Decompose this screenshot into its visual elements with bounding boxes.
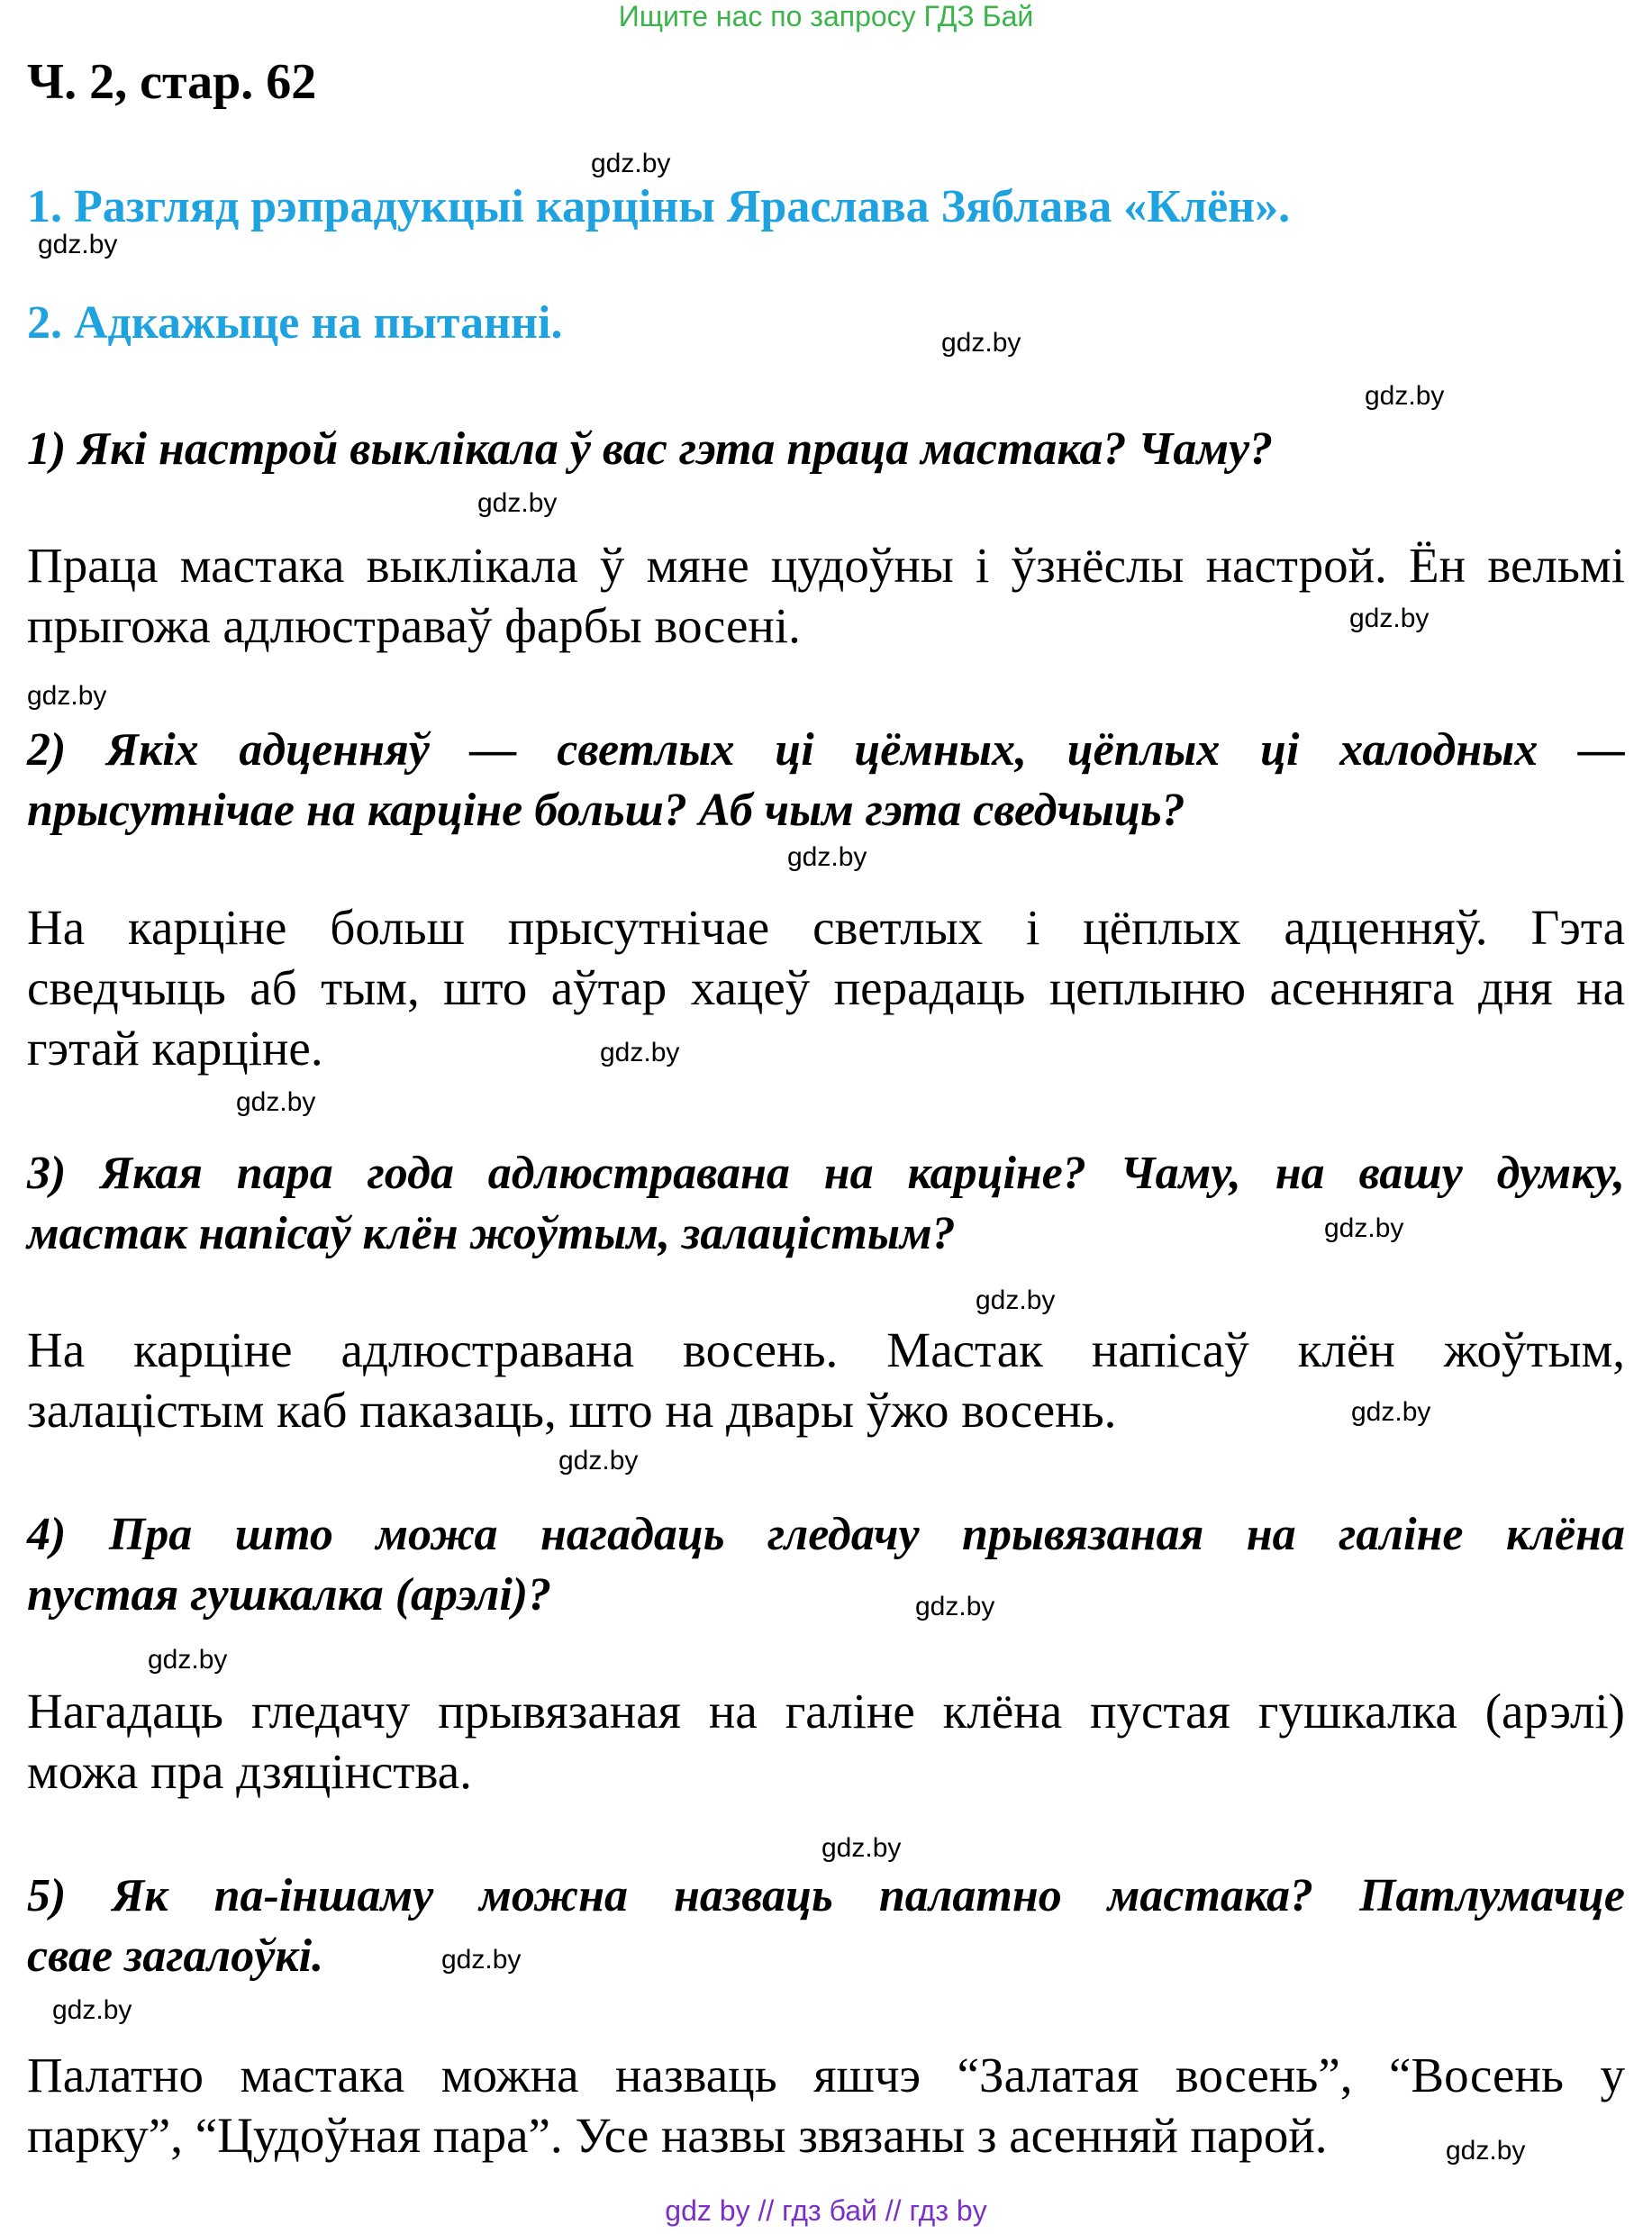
question-1 [27, 419, 1625, 479]
watermark: gdz.by [477, 488, 558, 518]
question-5 [27, 1866, 1625, 1986]
question-line: прысутнічае на карціне больш? Аб чым гэта сведчыць? [27, 785, 1185, 836]
answer-line: парку”, “Цудоўная пара”. Усе назвы звязаны з асенняй парой. [27, 2108, 1328, 2163]
answer-line: На карціне адлюстравана восень. Мастак напісаў клён жоўтым, [27, 1322, 1625, 1377]
watermark: gdz.by [52, 1995, 132, 2025]
watermark: gdz.by [558, 1446, 639, 1476]
question-line: 5) Як па-іншаму можна назваць палатно мастака? Патлумачце [27, 1870, 1625, 1921]
watermark: gdz.by [1349, 604, 1430, 633]
task-1-heading: 1. Разгляд рэпрадукцыі карціны Яраслава Зяблава «Клён». [27, 181, 1291, 232]
answer-4 [27, 1681, 1625, 1802]
question-line: 1) Які настрой выклікала ў вас гэта праца мастака? Чаму? [27, 423, 1274, 475]
question-line: 3) Якая пара года адлюстравана на карціне? Чаму, на вашу думку, [27, 1148, 1625, 1199]
watermark: gdz.by [1365, 381, 1445, 411]
question-3 [27, 1143, 1625, 1264]
answer-line: прыгожа адлюстраваў фарбы восені. [27, 598, 801, 653]
question-4 [27, 1504, 1625, 1625]
task-2-heading: 2. Адкажыце на пытанні. [27, 297, 563, 349]
watermark: gdz.by [148, 1645, 228, 1675]
answer-line: можа пра дзяцінства. [27, 1744, 472, 1799]
answer-1 [27, 535, 1625, 656]
watermark: gdz.by [236, 1087, 316, 1117]
search-banner[interactable]: Ищите нас по запросу ГДЗ Бай [618, 0, 1034, 32]
answer-2 [27, 897, 1625, 1078]
answer-line: Праца мастака выклікала ў мяне цудоўны і ўзнёслы настрой. Ён вельмі [27, 538, 1625, 593]
question-line: мастак напісаў клён жоўтым, залацістым? [27, 1208, 956, 1259]
watermark: gdz.by [1351, 1397, 1431, 1427]
watermark: gdz.by [1324, 1213, 1404, 1243]
watermark: gdz.by [821, 1833, 902, 1863]
watermark: gdz.by [591, 149, 671, 178]
watermark: gdz.by [27, 681, 107, 711]
answer-line: залацістым каб паказаць, што на двары ўжо восень. [27, 1383, 1117, 1438]
watermark: gdz.by [941, 328, 1021, 358]
question-line: 2) Якіх адценняў — светлых ці цёмных, цёплых ці халодных — [27, 724, 1625, 776]
question-line: 4) Пра што можа нагадаць гледачу прывязаная на галіне клёна [27, 1509, 1625, 1560]
watermark: gdz.by [915, 1592, 995, 1621]
answer-line: Нагадаць гледачу прывязаная на галіне клёна пустая гушкалка (арэлі) [27, 1684, 1625, 1739]
answer-line: сведчыць аб тым, што аўтар хацеў перадаць цеплыню асенняга дня на [27, 960, 1625, 1015]
answer-line: гэтай карціне. [27, 1021, 323, 1076]
page-heading: Ч. 2, стар. 62 [27, 54, 317, 110]
watermark: gdz.by [1446, 2136, 1526, 2166]
watermark: gdz.by [600, 1038, 680, 1067]
watermark: gdz.by [787, 842, 867, 872]
watermark: gdz.by [441, 1945, 522, 1975]
answer-line: На карціне больш прысутнічае светлых і цёплых адценняў. Гэта [27, 900, 1625, 955]
footer-links[interactable]: gdz by // гдз бай // гдз by [665, 2194, 987, 2227]
answer-5 [27, 2045, 1625, 2166]
question-line: пустая гушкалка (арэлі)? [27, 1569, 552, 1621]
watermark: gdz.by [976, 1285, 1056, 1315]
watermark: gdz.by [38, 230, 118, 259]
question-2 [27, 720, 1625, 840]
question-line: свае загалоўкі. [27, 1930, 324, 1982]
answer-line: Палатно мастака можна назваць яшчэ “Залатая восень”, “Восень у [27, 2048, 1625, 2102]
